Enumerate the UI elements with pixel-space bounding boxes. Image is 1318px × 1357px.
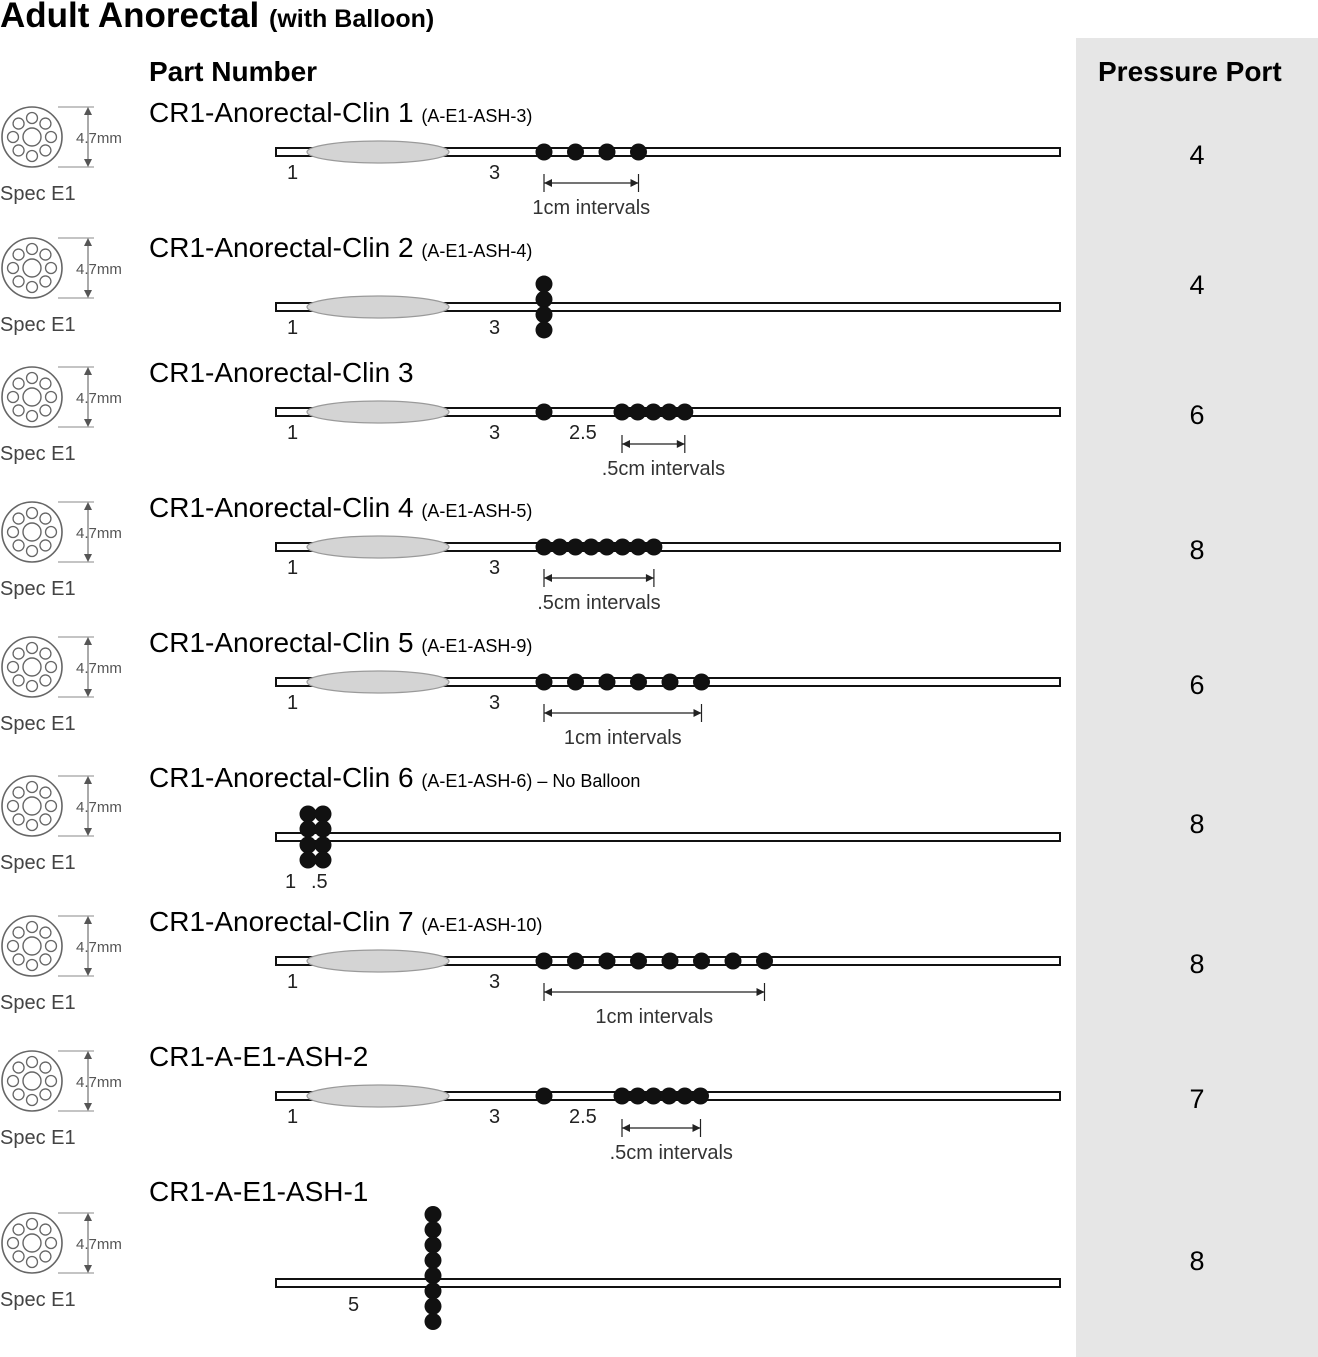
- pressure-sensor: [599, 144, 616, 161]
- dim-arrow-down: [84, 419, 92, 427]
- dim-arrow-up: [84, 916, 92, 924]
- spec-side-lumen: [46, 1238, 57, 1249]
- pressure-sensor: [536, 306, 553, 323]
- spec-label: Spec E1: [0, 1289, 76, 1311]
- part-name: CR1-Anorectal-Clin 4: [149, 492, 414, 523]
- spec-side-lumen: [40, 1251, 51, 1262]
- position-label: 3: [489, 971, 501, 993]
- dim-arrow-down: [84, 1103, 92, 1111]
- pressure-sensor: [630, 539, 647, 556]
- pressure-sensor: [756, 953, 773, 970]
- spec-side-lumen: [13, 927, 24, 938]
- pressure-port-header: Pressure Port: [1098, 56, 1282, 87]
- spec-side-lumen: [13, 405, 24, 416]
- position-label: 1: [287, 162, 299, 184]
- spec-side-lumen: [13, 675, 24, 686]
- spec-side-lumen: [13, 1224, 24, 1235]
- spec-side-lumen: [27, 508, 38, 519]
- spec-side-lumen: [27, 411, 38, 422]
- title-sub: (with Balloon): [269, 5, 435, 33]
- spec-dimension: 4.7mm: [76, 390, 122, 407]
- pressure-sensor: [315, 852, 332, 869]
- part-code: (A-E1-ASH-9): [421, 636, 533, 656]
- position-label: 1: [287, 422, 299, 444]
- part-name: CR1-Anorectal-Clin 3: [149, 357, 414, 388]
- spec-side-lumen: [27, 681, 38, 692]
- balloon: [307, 141, 449, 163]
- position-label: 2.5: [569, 1106, 597, 1128]
- pressure-sensor: [661, 404, 678, 421]
- pressure-sensor: [315, 806, 332, 823]
- interval-arrow: [693, 1124, 701, 1132]
- spec-side-lumen: [40, 1224, 51, 1235]
- spec-side-lumen: [40, 249, 51, 260]
- spec-center-lumen: [23, 797, 41, 815]
- balloon: [307, 1085, 449, 1107]
- pressure-sensor: [567, 674, 584, 691]
- pressure-sensor: [645, 404, 662, 421]
- part-code: (A-E1-ASH-3): [421, 106, 533, 126]
- pressure-sensor: [567, 953, 584, 970]
- position-label: 1: [287, 971, 299, 993]
- part-number-header: Part Number: [149, 56, 318, 87]
- spec-side-lumen: [40, 378, 51, 389]
- part-name: CR1-Anorectal-Clin 6: [149, 762, 414, 793]
- spec-side-lumen: [40, 513, 51, 524]
- pressure-sensor: [300, 852, 317, 869]
- part-code: (A-E1-ASH-6) – No Balloon: [421, 771, 641, 791]
- spec-side-lumen: [40, 648, 51, 659]
- interval-arrow: [631, 179, 639, 187]
- spec-side-lumen: [13, 814, 24, 825]
- position-label: 1: [287, 1106, 299, 1128]
- spec-label: Spec E1: [0, 578, 76, 600]
- pressure-sensor: [300, 806, 317, 823]
- spec-dimension: 4.7mm: [76, 1074, 122, 1091]
- pressure-sensor: [425, 1237, 442, 1254]
- position-label: 1: [285, 871, 297, 893]
- dim-arrow-up: [84, 238, 92, 246]
- part-code: (A-E1-ASH-4): [421, 241, 533, 261]
- spec-side-lumen: [27, 113, 38, 124]
- interval-arrow: [622, 1124, 630, 1132]
- part-name: CR1-Anorectal-Clin 7: [149, 906, 414, 937]
- spec-e1-icon: [0, 1213, 122, 1311]
- position-label: 2.5: [569, 422, 597, 444]
- part-name-row-7: [149, 906, 542, 938]
- spec-center-lumen: [23, 388, 41, 406]
- title-main: Adult Anorectal: [0, 0, 260, 35]
- dim-arrow-up: [84, 367, 92, 375]
- dim-arrow-up: [84, 1051, 92, 1059]
- spec-side-lumen: [40, 118, 51, 129]
- spec-center-lumen: [23, 1072, 41, 1090]
- spec-side-lumen: [13, 648, 24, 659]
- spec-side-lumen: [46, 662, 57, 673]
- pressure-sensor: [536, 1088, 553, 1105]
- spec-side-lumen: [27, 820, 38, 831]
- part-name-row-1: [149, 97, 532, 129]
- pressure-sensor: [598, 539, 615, 556]
- position-label: 3: [489, 162, 501, 184]
- spec-side-lumen: [46, 132, 57, 143]
- part-name-row-3: [149, 357, 414, 389]
- spec-dimension: 4.7mm: [76, 130, 122, 147]
- catheter-tube: [276, 833, 1060, 841]
- spec-side-lumen: [27, 1095, 38, 1106]
- spec-side-lumen: [27, 1057, 38, 1068]
- spec-e1-icon: [0, 502, 122, 600]
- spec-side-lumen: [40, 1089, 51, 1100]
- pressure-sensor: [693, 674, 710, 691]
- pressure-sensor: [551, 539, 568, 556]
- position-label: 3: [489, 557, 501, 579]
- part-name-row-4: [149, 492, 532, 524]
- spec-side-lumen: [27, 960, 38, 971]
- part-name-row-2: [149, 232, 532, 264]
- spec-side-lumen: [13, 787, 24, 798]
- spec-dimension: 4.7mm: [76, 261, 122, 278]
- spec-side-lumen: [13, 1089, 24, 1100]
- pressure-port-value: 6: [1189, 400, 1205, 430]
- pressure-sensor: [425, 1298, 442, 1315]
- spec-label: Spec E1: [0, 992, 76, 1014]
- pressure-sensor: [676, 1088, 693, 1105]
- spec-side-lumen: [40, 276, 51, 287]
- position-label: 1: [287, 557, 299, 579]
- dim-arrow-up: [84, 637, 92, 645]
- spec-side-lumen: [13, 145, 24, 156]
- part-code: (A-E1-ASH-5): [421, 501, 533, 521]
- part-name: CR1-A-E1-ASH-2: [149, 1041, 369, 1072]
- spec-center-lumen: [23, 128, 41, 146]
- position-label: 1: [287, 317, 299, 339]
- pressure-sensor: [315, 837, 332, 854]
- spec-side-lumen: [27, 546, 38, 557]
- spec-side-lumen: [46, 527, 57, 538]
- pressure-sensor: [300, 821, 317, 838]
- dim-arrow-down: [84, 689, 92, 697]
- part-name-row-9: [149, 1176, 368, 1208]
- spec-dimension: 4.7mm: [76, 660, 122, 677]
- spec-side-lumen: [8, 1238, 19, 1249]
- dim-arrow-down: [84, 290, 92, 298]
- pressure-port-value: 8: [1189, 949, 1205, 979]
- position-label: 3: [489, 692, 501, 714]
- pressure-port-value: 4: [1189, 270, 1205, 300]
- position-label: 5: [348, 1294, 360, 1316]
- spec-side-lumen: [27, 373, 38, 384]
- interval-label: 1cm intervals: [563, 727, 682, 749]
- spec-side-lumen: [27, 282, 38, 293]
- spec-e1-icon: [0, 637, 122, 735]
- interval-arrow: [694, 709, 702, 717]
- pressure-port-value: 6: [1189, 670, 1205, 700]
- spec-side-lumen: [13, 954, 24, 965]
- spec-side-lumen: [40, 787, 51, 798]
- spec-e1-icon: [0, 107, 122, 205]
- position-label: 1: [287, 692, 299, 714]
- spec-e1-icon: [0, 916, 122, 1014]
- spec-side-lumen: [13, 118, 24, 129]
- spec-side-lumen: [13, 513, 24, 524]
- pressure-sensor: [425, 1206, 442, 1223]
- part-name: CR1-Anorectal-Clin 1: [149, 97, 414, 128]
- spec-dimension: 4.7mm: [76, 939, 122, 956]
- spec-center-lumen: [23, 1234, 41, 1252]
- spec-side-lumen: [46, 1076, 57, 1087]
- pressure-sensor: [300, 837, 317, 854]
- pressure-sensor: [599, 674, 616, 691]
- spec-side-lumen: [27, 151, 38, 162]
- pressure-port-value: 4: [1189, 140, 1205, 170]
- pressure-sensor: [662, 674, 679, 691]
- dim-arrow-up: [84, 107, 92, 115]
- spec-side-lumen: [8, 263, 19, 274]
- spec-side-lumen: [8, 392, 19, 403]
- position-label: 3: [489, 317, 501, 339]
- interval-label: .5cm intervals: [609, 1142, 733, 1164]
- dim-arrow-down: [84, 968, 92, 976]
- part-name-row-5: [149, 627, 532, 659]
- spec-center-lumen: [23, 937, 41, 955]
- pressure-sensor: [536, 674, 553, 691]
- pressure-sensor: [693, 953, 710, 970]
- interval-label: 1cm intervals: [532, 197, 651, 219]
- spec-side-lumen: [40, 540, 51, 551]
- pressure-port-value: 8: [1189, 809, 1205, 839]
- spec-side-lumen: [8, 1076, 19, 1087]
- spec-side-lumen: [27, 782, 38, 793]
- part-name: CR1-Anorectal-Clin 5: [149, 627, 414, 658]
- spec-side-lumen: [8, 527, 19, 538]
- pressure-sensor: [630, 953, 647, 970]
- pressure-sensor: [725, 953, 742, 970]
- dim-arrow-up: [84, 502, 92, 510]
- part-name-row-8: [149, 1041, 368, 1073]
- pressure-sensor: [536, 276, 553, 293]
- pressure-sensor: [425, 1221, 442, 1238]
- spec-side-lumen: [13, 1062, 24, 1073]
- spec-side-lumen: [13, 276, 24, 287]
- pressure-port-value: 7: [1189, 1084, 1205, 1114]
- spec-side-lumen: [46, 941, 57, 952]
- spec-label: Spec E1: [0, 1127, 76, 1149]
- spec-label: Spec E1: [0, 852, 76, 874]
- pressure-sensor: [630, 144, 647, 161]
- spec-label: Spec E1: [0, 713, 76, 735]
- spec-side-lumen: [40, 954, 51, 965]
- pressure-sensor: [662, 953, 679, 970]
- pressure-sensor: [536, 291, 553, 308]
- spec-side-lumen: [40, 814, 51, 825]
- pressure-sensor: [536, 953, 553, 970]
- spec-label: Spec E1: [0, 183, 76, 205]
- pressure-sensor: [536, 321, 553, 338]
- spec-center-lumen: [23, 658, 41, 676]
- spec-center-lumen: [23, 259, 41, 277]
- spec-side-lumen: [27, 922, 38, 933]
- balloon: [307, 950, 449, 972]
- pressure-port-value: 8: [1189, 535, 1205, 565]
- interval-arrow: [757, 988, 765, 996]
- spec-side-lumen: [13, 540, 24, 551]
- balloon: [307, 401, 449, 423]
- interval-arrow: [677, 440, 685, 448]
- pressure-sensor: [425, 1282, 442, 1299]
- balloon: [307, 671, 449, 693]
- dim-arrow-up: [84, 1213, 92, 1221]
- spec-side-lumen: [40, 1062, 51, 1073]
- spec-e1-icon: [0, 1051, 122, 1149]
- pressure-sensor: [315, 821, 332, 838]
- pressure-sensor: [599, 953, 616, 970]
- spec-dimension: 4.7mm: [76, 525, 122, 542]
- pressure-sensor: [536, 539, 553, 556]
- spec-side-lumen: [13, 378, 24, 389]
- spec-side-lumen: [27, 643, 38, 654]
- spec-e1-icon: [0, 238, 122, 336]
- spec-e1-icon: [0, 367, 122, 465]
- spec-side-lumen: [8, 662, 19, 673]
- balloon: [307, 296, 449, 318]
- pressure-sensor: [567, 539, 584, 556]
- spec-side-lumen: [46, 392, 57, 403]
- interval-label: .5cm intervals: [537, 592, 661, 614]
- dim-arrow-down: [84, 159, 92, 167]
- position-label: .5: [311, 871, 328, 893]
- spec-side-lumen: [27, 244, 38, 255]
- spec-side-lumen: [46, 263, 57, 274]
- interval-arrow: [622, 440, 630, 448]
- pressure-sensor: [583, 539, 600, 556]
- interval-arrow: [544, 709, 552, 717]
- spec-dimension: 4.7mm: [76, 799, 122, 816]
- pressure-sensor: [630, 674, 647, 691]
- spec-side-lumen: [27, 1219, 38, 1230]
- spec-side-lumen: [8, 941, 19, 952]
- spec-side-lumen: [27, 1257, 38, 1268]
- spec-center-lumen: [23, 523, 41, 541]
- pressure-sensor: [629, 1088, 646, 1105]
- pressure-sensor: [567, 144, 584, 161]
- spec-side-lumen: [13, 249, 24, 260]
- pressure-sensor: [645, 539, 662, 556]
- spec-label: Spec E1: [0, 314, 76, 336]
- spec-side-lumen: [40, 405, 51, 416]
- dim-arrow-down: [84, 1265, 92, 1273]
- spec-dimension: 4.7mm: [76, 1236, 122, 1253]
- dim-arrow-down: [84, 554, 92, 562]
- spec-side-lumen: [40, 927, 51, 938]
- pressure-sensor: [645, 1088, 662, 1105]
- position-label: 3: [489, 422, 501, 444]
- pressure-sensor: [536, 144, 553, 161]
- catheter-tube: [276, 1279, 1060, 1287]
- interval-label: 1cm intervals: [595, 1006, 714, 1028]
- spec-side-lumen: [8, 132, 19, 143]
- interval-arrow: [544, 179, 552, 187]
- spec-side-lumen: [46, 801, 57, 812]
- spec-label: Spec E1: [0, 443, 76, 465]
- pressure-sensor: [629, 404, 646, 421]
- pressure-sensor: [425, 1313, 442, 1330]
- interval-arrow: [646, 574, 654, 582]
- interval-arrow: [544, 574, 552, 582]
- pressure-sensor: [425, 1267, 442, 1284]
- pressure-sensor: [614, 404, 631, 421]
- interval-arrow: [544, 988, 552, 996]
- spec-side-lumen: [40, 145, 51, 156]
- pressure-sensor: [536, 404, 553, 421]
- pressure-port-value: 8: [1189, 1246, 1205, 1276]
- pressure-sensor: [661, 1088, 678, 1105]
- spec-e1-icon: [0, 776, 122, 874]
- dim-arrow-up: [84, 776, 92, 784]
- spec-side-lumen: [13, 1251, 24, 1262]
- position-label: 3: [489, 1106, 501, 1128]
- part-name: CR1-Anorectal-Clin 2: [149, 232, 414, 263]
- dim-arrow-down: [84, 828, 92, 836]
- part-name-row-6: [149, 762, 640, 794]
- interval-label: .5cm intervals: [601, 458, 726, 480]
- part-code: (A-E1-ASH-10): [421, 915, 543, 935]
- spec-side-lumen: [40, 675, 51, 686]
- pressure-sensor: [676, 404, 693, 421]
- part-name: CR1-A-E1-ASH-1: [149, 1176, 369, 1207]
- pressure-sensor: [614, 1088, 631, 1105]
- balloon: [307, 536, 449, 558]
- pressure-sensor: [614, 539, 631, 556]
- spec-side-lumen: [8, 801, 19, 812]
- pressure-sensor: [692, 1088, 709, 1105]
- pressure-sensor: [425, 1252, 442, 1269]
